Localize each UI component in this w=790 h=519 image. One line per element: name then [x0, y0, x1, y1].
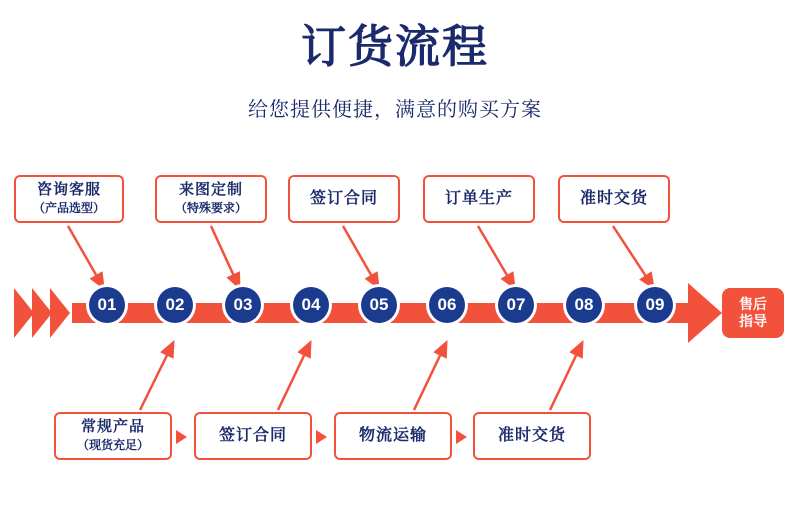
end-label-line2: 指导: [739, 313, 767, 329]
step-circle-03: 03: [225, 287, 261, 323]
bottom-step-box-1-line2: （现货充足）: [76, 438, 149, 453]
top-step-box-2[interactable]: [155, 175, 267, 223]
step-circle-05: 05: [361, 287, 397, 323]
bottom-step-box-4[interactable]: [473, 412, 591, 460]
end-label-line1: 售后: [739, 295, 767, 312]
step-circle-06: 06: [429, 287, 465, 323]
bottom-step-box-3[interactable]: [334, 412, 452, 460]
arrow-chevron-icon: [32, 288, 52, 338]
bottom-step-box-1[interactable]: [54, 412, 172, 460]
top-step-box-3[interactable]: [288, 175, 400, 223]
arrow-head-icon: [688, 283, 722, 343]
bottom-connector-arrow-icon: [176, 430, 187, 444]
arrow-chevron-icon: [14, 288, 34, 338]
arrow-chevron-icon: [50, 288, 70, 338]
step-circle-02: 02: [157, 287, 193, 323]
bottom-step-box-2-line1: 签订合同: [218, 427, 287, 444]
step-circle-08: 08: [566, 287, 602, 323]
top-step-box-4-line1: 订单生产: [444, 190, 513, 207]
bottom-connector-arrow-icon: [456, 430, 467, 444]
top-step-box-1-line2: （产品选型）: [32, 201, 105, 216]
page-title: 订货流程: [300, 21, 489, 72]
bottom-step-box-1-line1: 常规产品: [80, 418, 145, 436]
top-step-box-3-line1: 签订合同: [309, 190, 378, 207]
top-step-box-1-line1: 咨询客服: [36, 181, 101, 199]
step-circle-04: 04: [293, 287, 329, 323]
top-step-box-4[interactable]: [423, 175, 535, 223]
bottom-step-box-3-line1: 物流运输: [358, 427, 427, 444]
bottom-step-box-4-line1: 准时交货: [497, 427, 566, 444]
top-step-box-2-line1: 来图定制: [178, 181, 243, 199]
page-subtitle: 给您提供便捷，满意的购买方案: [248, 99, 542, 121]
top-step-box-2-line2: （特殊要求）: [174, 201, 247, 216]
step-circle-09: 09: [637, 287, 673, 323]
step-circle-01: 01: [89, 287, 125, 323]
bottom-step-box-2[interactable]: [194, 412, 312, 460]
top-step-box-5[interactable]: [558, 175, 670, 223]
end-label-after-sales[interactable]: [722, 288, 784, 338]
top-step-box-5-line1: 准时交货: [579, 190, 648, 207]
top-step-box-1[interactable]: [14, 175, 124, 223]
step-circle-07: 07: [498, 287, 534, 323]
bottom-connector-arrow-icon: [316, 430, 327, 444]
